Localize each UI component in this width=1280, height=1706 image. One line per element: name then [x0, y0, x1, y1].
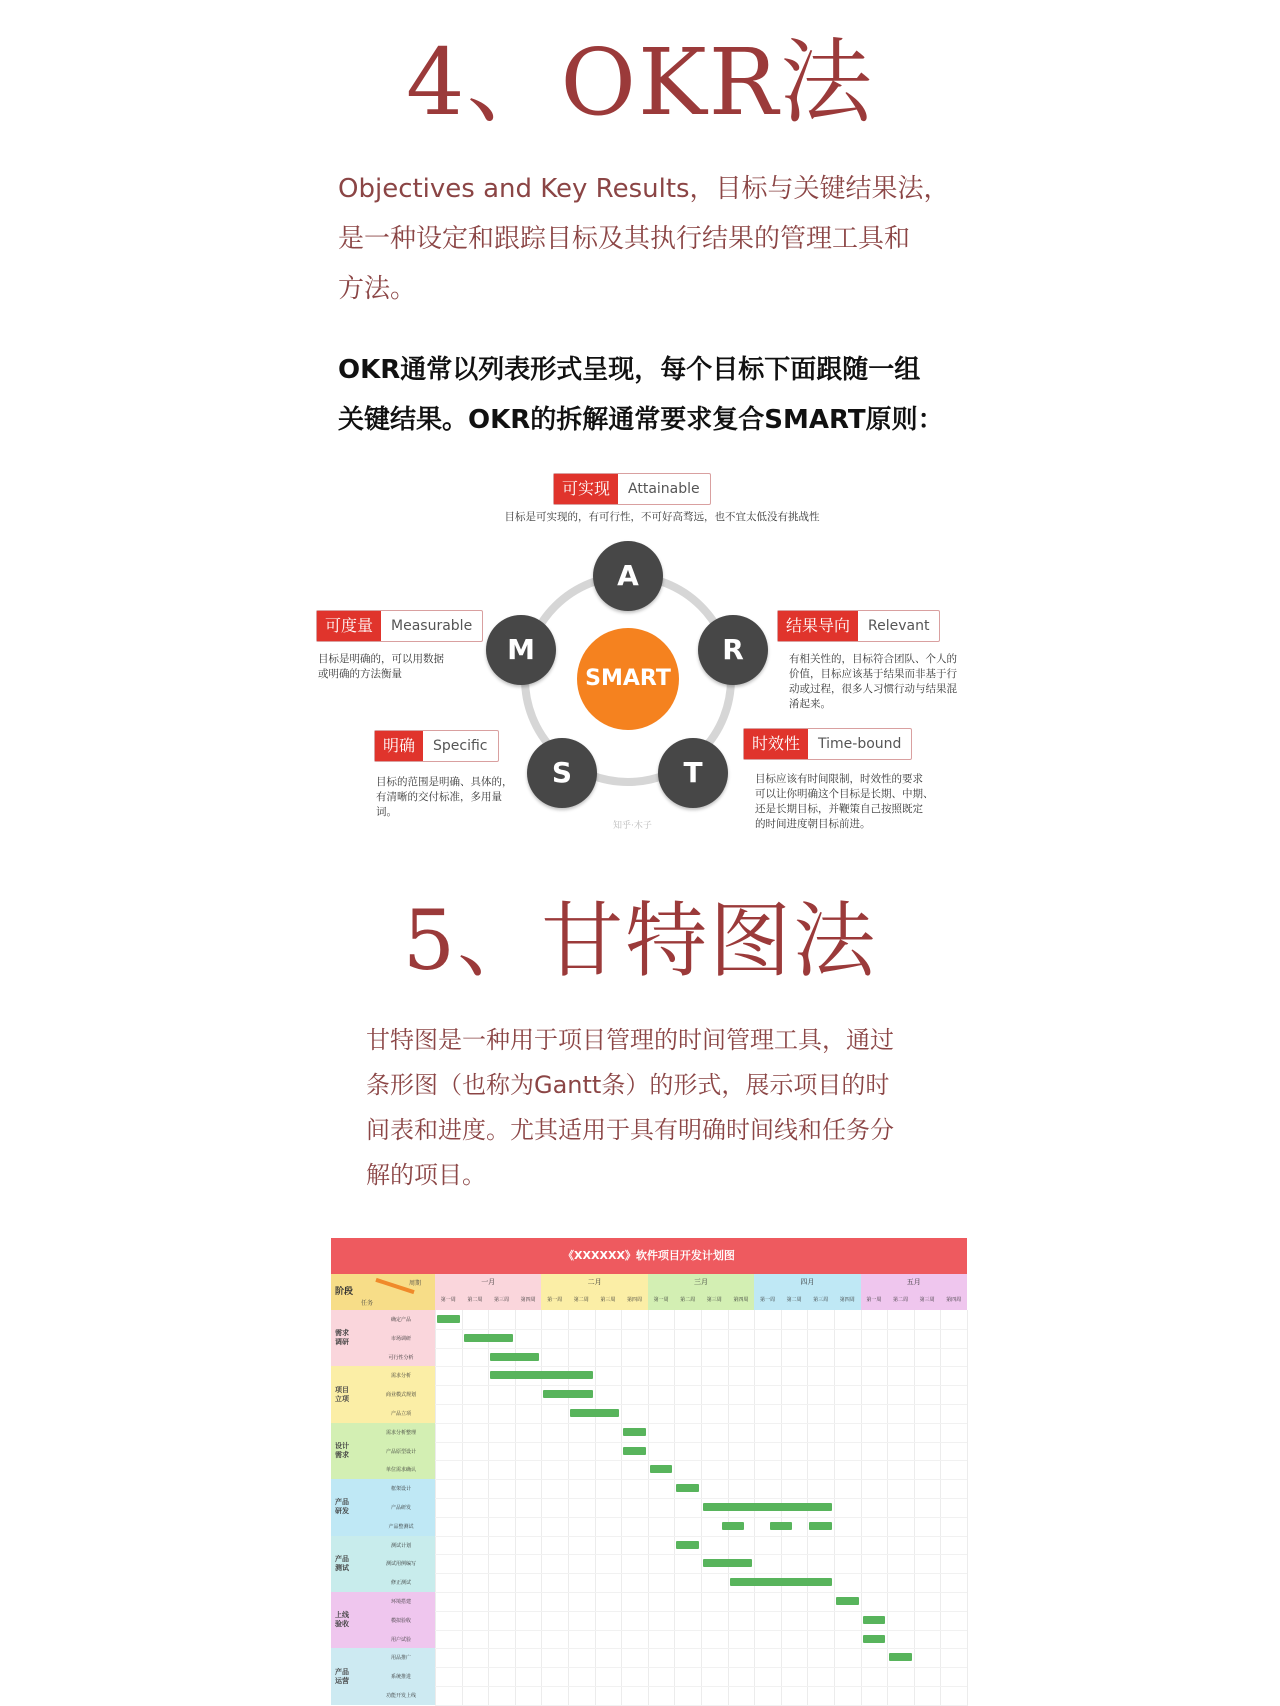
gantt-grid-row — [435, 1404, 967, 1405]
relevant-desc-line: 有相关性的，目标符合团队、个人的 — [789, 653, 957, 665]
corner-phase-label: 阶段 — [335, 1287, 354, 1297]
gantt-grid-row — [435, 1479, 967, 1480]
gantt-phase-label: 产品研发 — [335, 1498, 349, 1516]
gantt-phase-label: 设计需求 — [335, 1441, 349, 1459]
gantt-task-bar — [703, 1503, 832, 1511]
gantt-phase-label: 需求调研 — [335, 1329, 349, 1347]
gantt-grid-row — [435, 1573, 967, 1574]
relevant-tag — [777, 610, 940, 642]
gantt-task-label: 产品立项 — [390, 1411, 411, 1417]
gantt-description-line: 解的项目。 — [366, 1161, 486, 1189]
gantt-task-label: 单位需求确认 — [385, 1467, 416, 1474]
smart-letter-m: M — [486, 615, 556, 685]
gantt-task-label: 系统推进 — [390, 1674, 411, 1681]
gantt-task-bar — [809, 1522, 832, 1530]
gantt-grid-column — [967, 1310, 968, 1706]
measurable-tag — [316, 610, 483, 642]
gantt-grid-column — [568, 1310, 569, 1706]
gantt-phase-label: 上线验收 — [335, 1611, 349, 1629]
relevant-desc-line: 淆起来。 — [789, 698, 831, 710]
smart-center-circle: SMART — [577, 628, 679, 730]
gantt-grid-column — [488, 1310, 489, 1706]
gantt-grid-row — [435, 1460, 967, 1461]
gantt-phase-label: 产品测试 — [335, 1554, 349, 1572]
gantt-task-label: 框架设计 — [390, 1486, 411, 1493]
okr-description-line: 是一种设定和跟踪目标及其执行结果的管理工具和 — [338, 224, 911, 254]
gantt-grid-row — [435, 1517, 967, 1518]
gantt-task-bar — [464, 1334, 513, 1342]
gantt-task-bar — [676, 1541, 699, 1549]
gantt-grid-row — [435, 1423, 967, 1424]
gantt-grid-row — [435, 1329, 967, 1330]
gantt-task-label: 确定产品 — [390, 1317, 411, 1323]
gantt-task-bar — [490, 1371, 592, 1379]
gantt-task-bar — [722, 1522, 745, 1530]
time-bound-tag-en: Time-bound — [818, 736, 902, 752]
measurable-tag-cn: 可度量 — [317, 611, 381, 641]
gantt-section-title: 5、甘特图法 — [402, 894, 878, 989]
gantt-task-bar — [730, 1578, 832, 1586]
specific-tag-en: Specific — [433, 738, 488, 754]
specific-tag — [374, 730, 499, 762]
okr-smart-note — [338, 345, 958, 445]
gantt-grid-column — [834, 1310, 835, 1706]
gantt-grid-column — [462, 1310, 463, 1706]
specific-tag-cn: 明确 — [375, 731, 423, 761]
gantt-task-label: 用户试验 — [390, 1636, 411, 1643]
okr-description-line: Objectives and Key Results，目标与关键结果法， — [338, 174, 950, 204]
gantt-week-header: 第二周 — [568, 1291, 595, 1310]
gantt-chart-title: 《XXXXXX》软件项目开发计划图 — [331, 1238, 967, 1274]
gantt-grid-column — [914, 1310, 915, 1706]
time-bound-tag-cn: 时效性 — [744, 729, 808, 759]
gantt-description-line: 条形图（也称为Gantt条）的形式，展示项目的时 — [366, 1071, 890, 1099]
gantt-grid-column — [887, 1310, 888, 1706]
gantt-month-header: 五月 — [861, 1274, 967, 1291]
relevant-description — [789, 652, 981, 712]
gantt-week-header: 第三周 — [488, 1291, 515, 1310]
gantt-grid-row — [435, 1536, 967, 1537]
smart-letter-s: S — [527, 738, 597, 808]
gantt-task-label: 修正测试 — [390, 1580, 411, 1587]
attainable-tag-en: Attainable — [628, 481, 700, 497]
okr-note-line: OKR通常以列表形式呈现，每个目标下面跟随一组 — [338, 355, 921, 385]
time-bound-desc-line: 可以让你明确这个目标是长期、中期、 — [755, 788, 934, 800]
gantt-grid-row — [435, 1442, 967, 1443]
gantt-task-label: 测试计划 — [390, 1542, 411, 1549]
gantt-grid-column — [435, 1310, 436, 1706]
gantt-task-bar — [863, 1616, 886, 1624]
relevant-desc-line: 价值，目标应该基于结果而非基于行 — [789, 668, 957, 680]
okr-note-line: 关键结果。OKR的拆解通常要求复合SMART原则： — [338, 405, 944, 435]
gantt-description — [366, 1018, 926, 1198]
gantt-grid-row — [435, 1686, 967, 1687]
okr-description-line: 方法。 — [338, 274, 417, 304]
gantt-week-header: 第一周 — [435, 1291, 462, 1310]
gantt-task-bar — [650, 1465, 673, 1473]
okr-section-title: 4、OKR法 — [406, 29, 874, 136]
gantt-week-header: 第二周 — [462, 1291, 489, 1310]
relevant-desc-line: 动或过程，很多人习惯行动与结果混 — [789, 683, 957, 695]
gantt-task-label: 测试用例编写 — [385, 1561, 416, 1568]
gantt-week-header: 第一周 — [648, 1291, 675, 1310]
smart-letter-r: R — [698, 615, 768, 685]
gantt-grid-column — [541, 1310, 542, 1706]
gantt-phase-label: 产品运营 — [335, 1667, 349, 1685]
gantt-grid-row — [435, 1554, 967, 1555]
gantt-grid-row — [435, 1667, 967, 1668]
measurable-desc-line: 目标是明确的，可以用数据 — [318, 653, 444, 665]
gantt-grid-column — [595, 1310, 596, 1706]
gantt-task-label: 模拟验收 — [390, 1617, 411, 1624]
gantt-phase-label: 项目立项 — [335, 1385, 349, 1403]
gantt-task-bar — [770, 1522, 793, 1530]
gantt-task-label: 市场调研 — [390, 1335, 411, 1342]
attainable-description — [472, 510, 852, 525]
relevant-tag-en: Relevant — [868, 618, 930, 634]
corner-task-label: 任务 — [361, 1300, 374, 1307]
gantt-grid-row — [435, 1630, 967, 1631]
gantt-week-header: 第三周 — [807, 1291, 834, 1310]
gantt-week-header: 第三周 — [595, 1291, 622, 1310]
specific-desc-line: 目标的范围是明确、具体的， — [376, 776, 513, 788]
gantt-task-label: 可行性分析 — [388, 1354, 414, 1361]
gantt-task-bar — [836, 1597, 859, 1605]
measurable-description — [318, 652, 478, 682]
gantt-week-header: 第四周 — [621, 1291, 648, 1310]
gantt-task-label: 环境搭建 — [390, 1599, 411, 1605]
gantt-week-header: 第三周 — [701, 1291, 728, 1310]
gantt-grid-column — [515, 1310, 516, 1706]
gantt-week-header: 第一周 — [861, 1291, 888, 1310]
gantt-task-bar — [863, 1635, 886, 1643]
gantt-task-bar — [570, 1409, 619, 1417]
gantt-week-header: 第一周 — [754, 1291, 781, 1310]
gantt-grid-row — [435, 1611, 967, 1612]
gantt-grid-row — [435, 1592, 967, 1593]
specific-desc-line: 有清晰的交付标准，多用量 — [376, 791, 502, 803]
gantt-grid-row — [435, 1348, 967, 1349]
gantt-task-label: 产品原型设计 — [385, 1448, 416, 1455]
diagram-watermark: 知乎·木子 — [613, 821, 652, 831]
gantt-week-header: 第四周 — [515, 1291, 542, 1310]
gantt-grid-column — [861, 1310, 862, 1706]
gantt-task-bar — [703, 1559, 752, 1567]
gantt-grid-row — [435, 1366, 967, 1367]
gantt-month-header: 二月 — [541, 1274, 647, 1291]
smart-letter-t: T — [658, 738, 728, 808]
gantt-task-bar — [623, 1428, 646, 1436]
okr-description — [338, 164, 958, 314]
relevant-tag-cn: 结果导向 — [778, 611, 858, 641]
gantt-task-label: 功能开发上线 — [385, 1693, 416, 1699]
gantt-grid-column — [701, 1310, 702, 1706]
gantt-task-label: 需求分析整理 — [385, 1429, 416, 1436]
gantt-grid-row — [435, 1385, 967, 1386]
gantt-task-label: 产品研发 — [390, 1505, 411, 1511]
gantt-grid-row — [435, 1498, 967, 1499]
time-bound-desc-line: 目标应该有时间限制，时效性的要求 — [755, 773, 923, 785]
gantt-task-bar — [889, 1653, 912, 1661]
gantt-week-header: 第二周 — [781, 1291, 808, 1310]
gantt-task-bar — [490, 1353, 539, 1361]
time-bound-description — [755, 772, 955, 832]
gantt-week-header: 第四周 — [834, 1291, 861, 1310]
gantt-task-bar — [676, 1484, 699, 1492]
corner-week-label: 周期 — [409, 1280, 422, 1287]
smart-diagram — [315, 470, 985, 850]
gantt-week-header: 第四周 — [940, 1291, 967, 1310]
gantt-task-label: 产品整测试 — [388, 1523, 414, 1530]
smart-letter-a: A — [593, 541, 663, 611]
gantt-grid-column — [621, 1310, 622, 1706]
time-bound-tag — [743, 728, 912, 760]
gantt-task-label: 需求分析 — [390, 1373, 411, 1380]
specific-description — [376, 775, 526, 820]
attainable-tag — [553, 473, 711, 505]
gantt-week-header: 第一周 — [541, 1291, 568, 1310]
gantt-month-header: 四月 — [754, 1274, 860, 1291]
gantt-month-header: 一月 — [435, 1274, 541, 1291]
measurable-desc-line: 或明确的方法衡量 — [318, 668, 402, 680]
gantt-month-header: 三月 — [648, 1274, 754, 1291]
measurable-tag-en: Measurable — [391, 618, 473, 634]
gantt-week-header: 第三周 — [914, 1291, 941, 1310]
gantt-description-line: 甘特图是一种用于项目管理的时间管理工具，通过 — [366, 1026, 894, 1054]
gantt-grid-column — [940, 1310, 941, 1706]
gantt-corner-header — [331, 1274, 435, 1310]
gantt-task-bar — [437, 1315, 460, 1323]
gantt-task-bar — [543, 1390, 592, 1398]
gantt-task-bar — [623, 1447, 646, 1455]
gantt-week-header: 第二周 — [887, 1291, 914, 1310]
gantt-task-label: 用品推广 — [390, 1655, 411, 1662]
gantt-week-header: 第二周 — [674, 1291, 701, 1310]
gantt-chart — [331, 1238, 967, 1706]
gantt-description-line: 间表和进度。尤其适用于具有明确时间线和任务分 — [366, 1116, 894, 1144]
gantt-task-label: 商业模式规划 — [385, 1392, 416, 1399]
specific-desc-line: 词。 — [376, 806, 397, 818]
gantt-grid-column — [674, 1310, 675, 1706]
attainable-desc-line: 目标是可实现的，有可行性，不可好高骛远，也不宜太低没有挑战性 — [504, 511, 820, 523]
attainable-tag-cn: 可实现 — [554, 474, 618, 504]
time-bound-desc-line: 的时间进度朝目标前进。 — [755, 818, 871, 830]
time-bound-desc-line: 还是长期目标，并鞭策自己按照既定 — [755, 803, 923, 815]
gantt-week-header: 第四周 — [728, 1291, 755, 1310]
gantt-grid-column — [648, 1310, 649, 1706]
gantt-grid-row — [435, 1648, 967, 1649]
